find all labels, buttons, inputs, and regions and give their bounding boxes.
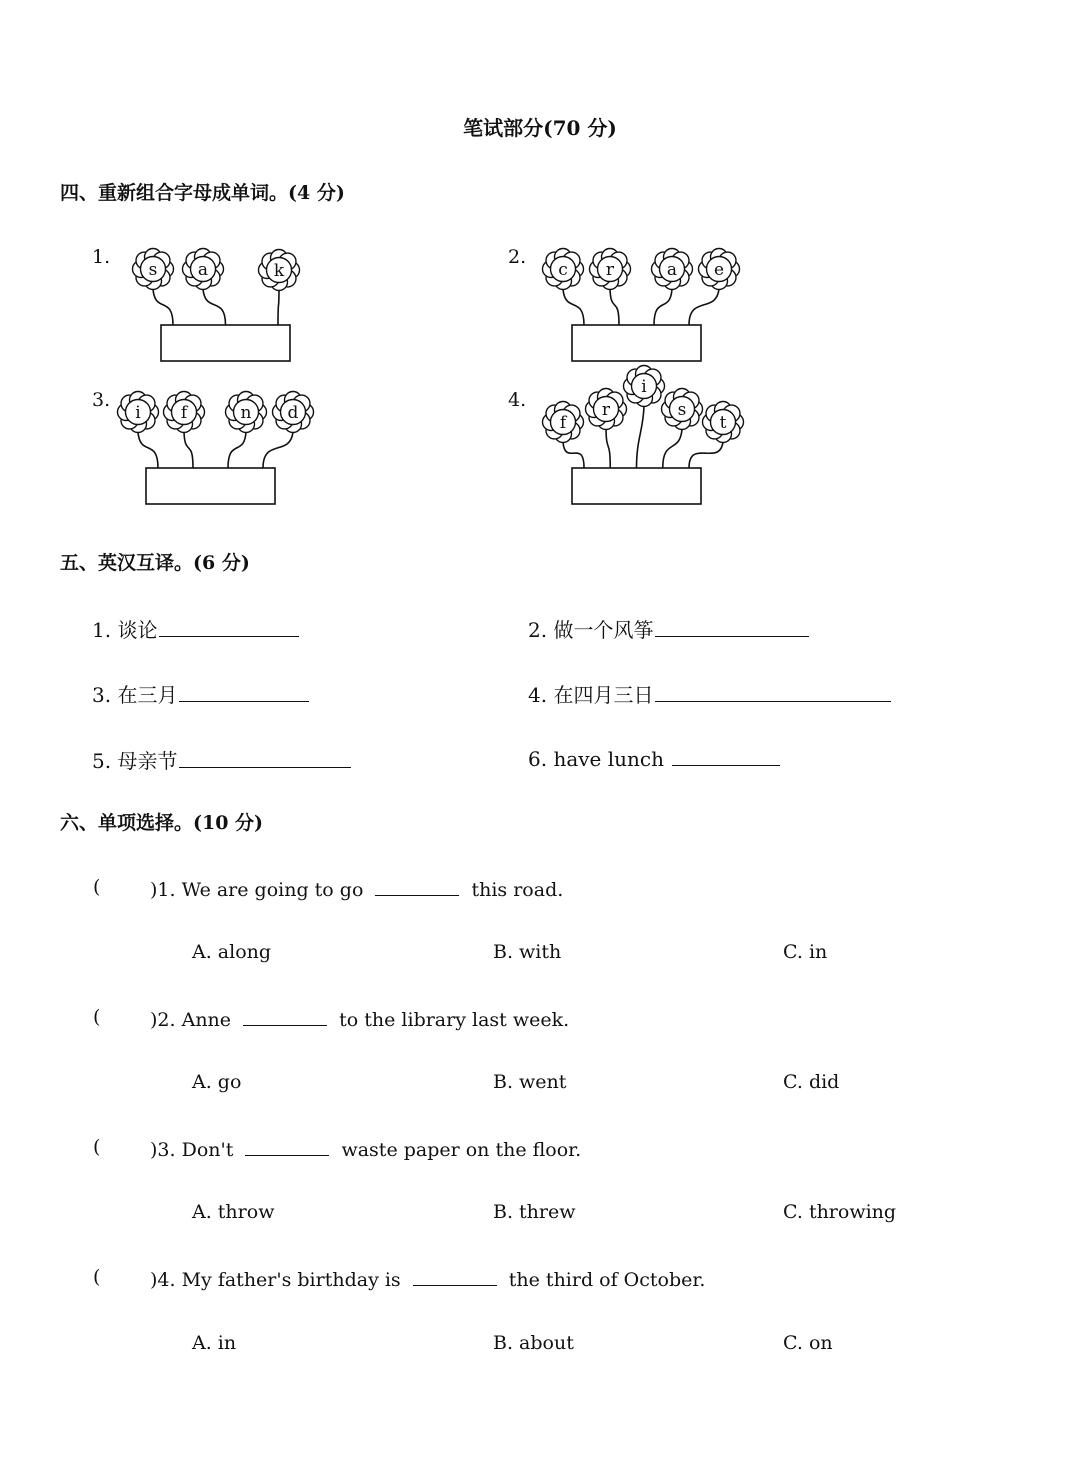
flower-letter: t [719, 413, 727, 433]
option-b[interactable]: B. with [493, 941, 562, 963]
flower-stem [663, 429, 682, 468]
question-text-before: Anne [181, 1009, 232, 1031]
answer-blank[interactable] [672, 745, 780, 766]
translation-item-2 [528, 614, 809, 643]
flower-stem [184, 432, 193, 468]
question-text-after: waste paper on the floor. [341, 1139, 582, 1161]
question-text-before: My father's birthday is [181, 1269, 401, 1291]
letter-flower [183, 249, 224, 290]
puzzle-3-number: 3. [92, 389, 111, 411]
puzzle-4-number: 4. [508, 389, 527, 411]
letter-flower [624, 366, 665, 407]
flower-stem [263, 432, 293, 468]
translation-item-5 [92, 745, 351, 774]
flower-stem [278, 290, 279, 325]
question-1 [150, 876, 563, 901]
option-b[interactable]: B. threw [493, 1201, 576, 1223]
flower-stem [138, 432, 158, 468]
option-b[interactable]: B. about [493, 1332, 574, 1354]
answer-box[interactable] [161, 325, 290, 361]
letter-flower [259, 250, 300, 291]
section-6-heading: 六、单项选择。(10 分) [60, 812, 264, 834]
flower-letter: e [713, 260, 725, 280]
flower-stem [654, 289, 672, 325]
translation-label: 2. 做一个风筝 [528, 618, 654, 642]
flower-stem [610, 289, 619, 325]
question-text-after: the third of October. [508, 1269, 706, 1291]
translation-item-1 [92, 614, 299, 643]
option-a[interactable]: A. throw [192, 1201, 275, 1223]
answer-slot[interactable] [112, 874, 148, 900]
option-c[interactable]: C. throwing [783, 1201, 897, 1223]
letter-flower [133, 249, 174, 290]
answer-paren-open: ( [93, 1266, 101, 1288]
letter-flower [118, 392, 159, 433]
question-text-before: Don't [181, 1139, 234, 1161]
translation-label: 3. 在三月 [92, 683, 178, 707]
answer-blank[interactable] [159, 616, 299, 637]
flower-letter: c [558, 260, 568, 280]
option-c[interactable]: C. on [783, 1332, 833, 1354]
letter-flower [703, 402, 744, 443]
option-a[interactable]: A. along [192, 941, 272, 963]
flower-letter: s [677, 400, 687, 420]
translation-label: 1. 谈论 [92, 618, 158, 642]
option-c[interactable]: C. in [783, 941, 828, 963]
flower-letter: f [180, 403, 188, 423]
flower-stem [203, 289, 226, 325]
option-a[interactable]: A. go [192, 1071, 242, 1093]
answer-slot[interactable] [112, 1264, 148, 1290]
letter-flower [699, 249, 740, 290]
flower-letter: d [287, 403, 299, 423]
puzzle-2-number: 2. [508, 246, 527, 268]
flower-letter: i [641, 377, 647, 397]
option-b[interactable]: B. went [493, 1071, 567, 1093]
section-5-heading: 五、英汉互译。(6 分) [60, 552, 250, 574]
answer-paren-open: ( [93, 1136, 101, 1158]
flower-stem [689, 442, 723, 468]
question-number: )3. [150, 1139, 176, 1161]
answer-blank[interactable] [655, 681, 891, 702]
flower-letter: r [601, 400, 611, 420]
flower-letter: n [240, 403, 252, 423]
question-number: )4. [150, 1269, 176, 1291]
answer-blank[interactable] [655, 616, 809, 637]
question-blank [245, 1136, 329, 1156]
flower-letter: r [605, 260, 615, 280]
flower-letter: i [135, 403, 141, 423]
question-blank [243, 1006, 327, 1026]
answer-box[interactable] [572, 325, 701, 361]
flower-letter: a [197, 260, 209, 280]
question-blank [413, 1266, 497, 1286]
puzzle-1-number: 1. [92, 246, 111, 268]
option-a[interactable]: A. in [192, 1332, 237, 1354]
option-c[interactable]: C. did [783, 1071, 840, 1093]
letter-flower-puzzles [0, 0, 1080, 520]
question-4 [150, 1266, 705, 1291]
flower-stem [228, 432, 246, 468]
page-title: 笔试部分(70 分) [463, 116, 617, 140]
question-number: )2. [150, 1009, 176, 1031]
question-3 [150, 1136, 581, 1161]
answer-paren-open: ( [93, 1006, 101, 1028]
flower-stem [563, 442, 584, 468]
question-text-after: this road. [471, 879, 564, 901]
flower-letter: a [666, 260, 678, 280]
translation-label: 6. have lunch [528, 747, 664, 771]
question-blank [375, 876, 459, 896]
flower-stem [153, 289, 173, 325]
answer-blank[interactable] [179, 681, 309, 702]
flower-stem [563, 289, 584, 325]
translation-label: 4. 在四月三日 [528, 683, 654, 707]
question-text-after: to the library last week. [339, 1009, 570, 1031]
answer-box[interactable] [146, 468, 275, 504]
flower-letter: s [148, 260, 158, 280]
letter-flower [164, 392, 205, 433]
flower-letter: k [273, 261, 285, 281]
flower-letter: f [559, 413, 567, 433]
question-number: )1. [150, 879, 176, 901]
letter-flower [652, 249, 693, 290]
letter-flower [226, 392, 267, 433]
letter-flower [586, 389, 627, 430]
flower-stem [689, 289, 719, 325]
answer-blank[interactable] [179, 747, 351, 768]
translation-item-3 [92, 679, 309, 708]
letter-flower [273, 392, 314, 433]
translation-label: 5. 母亲节 [92, 749, 178, 773]
answer-box[interactable] [572, 468, 701, 504]
flower-stem [637, 406, 645, 468]
letter-flower [543, 402, 584, 443]
answer-slot[interactable] [112, 1004, 148, 1030]
translation-item-4 [528, 679, 891, 708]
flower-stem [606, 429, 610, 468]
answer-slot[interactable] [112, 1134, 148, 1160]
translation-item-6 [528, 745, 780, 771]
letter-flower [590, 249, 631, 290]
letter-flower [543, 249, 584, 290]
question-2 [150, 1006, 569, 1031]
letter-flower [662, 389, 703, 430]
question-text-before: We are going to go [181, 879, 364, 901]
answer-paren-open: ( [93, 876, 101, 898]
section-4-heading: 四、重新组合字母成单词。(4 分) [60, 182, 345, 204]
